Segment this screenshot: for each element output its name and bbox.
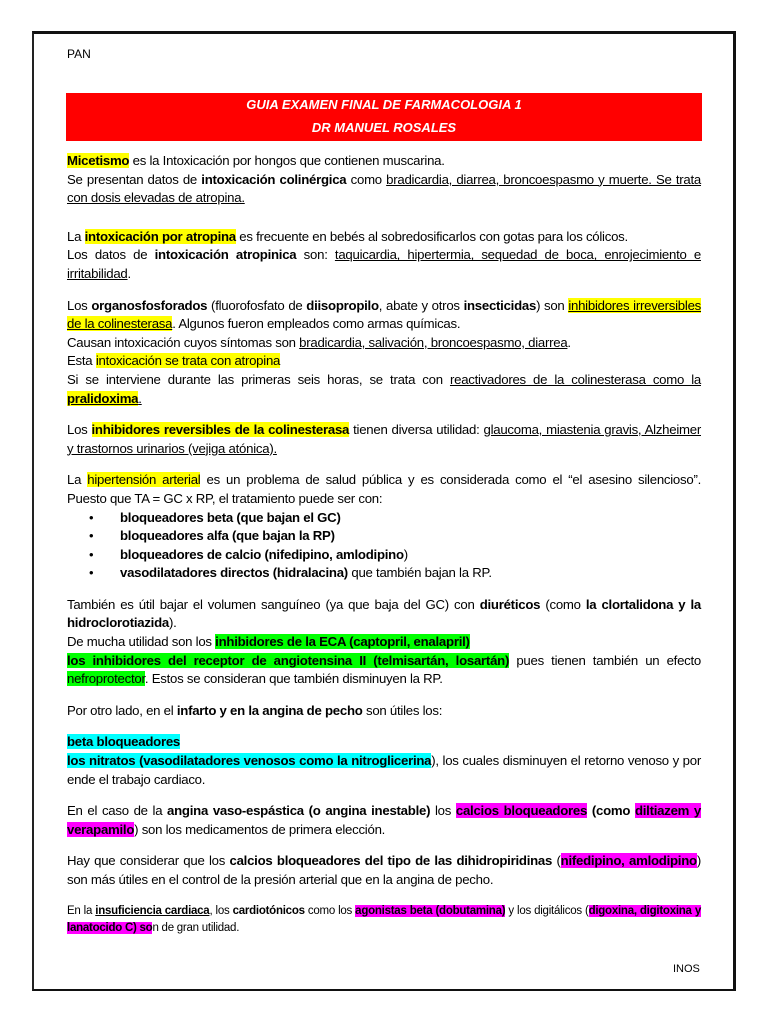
text: son: [296,247,335,263]
text: , los [209,904,233,917]
text: bloqueadores beta (que bajan el GC) [120,509,341,525]
term: calcios bloqueadores [455,803,588,819]
text: Hay que considerar que los [67,853,230,869]
paragraph-inhibidores-reversibles [67,421,701,458]
text: . [567,334,571,350]
term: intoxicación colinérgica [201,171,347,187]
text: tienen diversa utilidad: [349,422,484,438]
term: los inhibidores del receptor de angiotensina II (telmisartán, losartán) [67,652,510,668]
term: los nitratos (vasodilatadores venosos como la nitroglicerina [67,753,432,769]
text: . [138,390,142,406]
term: agonistas beta (dobutamina) [355,904,506,917]
highlighted-text: intoxicación se trata con atropina [95,353,281,369]
paragraph-infarto [67,702,701,721]
highlighted-text: inhibidores irreversibles de la colinesterasa [67,297,701,332]
term: infarto y en la angina de pecho [176,702,363,718]
term: pralidoxima [67,390,139,406]
term: nifedipino, amlodipino [560,853,697,869]
text: es la Intoxicación por hongos que contienen muscarina. [129,153,445,168]
text: ( [552,853,561,869]
text: Se presentan datos de [67,171,202,187]
document-title [66,93,702,141]
text: De mucha utilidad son los [67,634,216,650]
highlighted-text: nefroprotector [67,671,145,687]
paragraph-organofosforados [67,297,701,409]
text: y los digitálicos ( [505,904,589,917]
term: inhibidores reversibles de la colinesterasa [91,422,350,438]
term: calcios bloqueadores del tipo de las dihidropiridinas [229,853,553,869]
underlined-text: glaucoma, miastenia gravis, Alzheimer y trastornos urinarios (vejiga atónica). [67,422,701,456]
title-line-1: GUIA EXAMEN FINAL DE FARMACOLOGIA 1 [246,97,522,112]
underlined-text: bradicardia, salivación, broncoespasmo, diarrea [299,334,568,350]
highlighted-text: hipertensión arterial [87,472,201,488]
text: pues tienen también un efecto [509,652,702,668]
treatment-list [67,509,701,583]
text: Los datos de [67,247,155,263]
term: digoxina, digitoxina y lanatocido C) so [67,904,701,934]
text: es frecuente en bebés al sobredosificarlos con gotas para los cólicos. [235,228,628,244]
paragraph-micetismo [67,152,701,208]
text: bloqueadores de calcio (nifedipino, amlodipino [120,546,404,562]
text: En la [67,904,96,917]
term: intoxicación por atropina [84,228,236,244]
text: Los [67,297,92,313]
term: diltiazem y verapamilo [67,803,701,837]
text: como los [304,904,356,917]
paragraph-angina-vasoespastica [67,802,701,839]
footer-label: INOS [673,963,700,975]
text: es un problema de salud pública y es considerada como el “el asesino silencioso”. Puesto que TA = GC x RP, el tratamiento puede ser con: [67,472,701,506]
text: ) son más útiles en el control de la presión arterial que en la angina de pecho. [67,853,701,887]
paragraph-diureticos [67,596,701,689]
text: En el caso de la [67,803,168,819]
term-micetismo: Micetismo [67,153,130,168]
text: La [67,472,88,488]
term: insecticidas [463,297,537,313]
list-item [67,564,701,583]
text: (como [540,596,586,612]
text: los [430,803,456,819]
text: como [346,171,387,187]
text: . [127,265,131,281]
term: organosfosforados [91,297,208,313]
document-body [67,152,701,950]
list-item [67,509,701,528]
paragraph-dihidropiridinas [67,852,701,889]
term: inhibidores de la ECA (captopril, enalapril) [215,634,470,650]
text: (como [587,803,635,819]
term: beta bloqueadores [67,734,180,750]
list-item [67,546,701,565]
text: vasodilatadores directos (hidralacina) [120,565,348,581]
text: Si se interviene durante las primeras seis horas, se trata con [67,371,450,387]
underlined-text: reactivadores de la colinesterasa como la [449,371,701,387]
text: También es útil bajar el volumen sanguíneo (ya que baja del GC) con [67,596,480,612]
text: La [67,228,85,244]
text: Esta [67,353,96,369]
text: ) son los medicamentos de primera elección. [134,821,386,837]
text: ) [403,546,408,562]
text: ), los cuales disminuyen el retorno venoso y por ende el trabajo cardiaco. [67,753,701,787]
list-item [67,527,701,546]
term: intoxicación atropinica [154,247,297,263]
underlined-text: bradicardia, diarrea, broncoespasmo y muerte. Se trata con dosis elevadas de atropina. [67,171,702,206]
text: , abate y otros [378,297,464,313]
term: diisopropilo [306,297,379,313]
paragraph-hipertension [67,471,701,508]
text: . Algunos fueron empleados como armas químicas. [172,316,461,332]
term: angina vaso-espástica (o angina inestable) [167,803,431,819]
underlined-text: taquicardia, hipertermia, sequedad de boca, enrojecimiento e irritabilidad [67,247,701,281]
text: son útiles los: [362,702,443,718]
text: ). [169,615,177,631]
term: cardiotónicos [232,904,305,917]
paragraph-atropina [67,228,701,284]
term: insuficiencia cardiaca [95,904,210,917]
text: Causan intoxicación cuyos síntomas son [67,334,300,350]
text: n [152,921,159,934]
term: la clortalidona y la hidroclorotiazida [67,596,702,631]
term: diuréticos [479,596,541,612]
text: (fluorofosfato de [207,297,307,313]
text: Los [67,422,92,438]
text: bloqueadores alfa (que bajan la RP) [120,528,335,544]
header-label: PAN [67,47,91,61]
text: ) son [536,297,569,313]
text: que también bajan la RP. [347,565,492,581]
text: . Estos se consideran que también disminuyen la RP. [144,671,443,687]
text: de gran utilidad. [158,921,240,934]
paragraph-beta-nitratos [67,733,701,789]
text: Por otro lado, en el [67,702,177,718]
title-line-2: DR MANUEL ROSALES [311,120,457,135]
paragraph-insuficiencia-cardiaca [67,903,701,937]
